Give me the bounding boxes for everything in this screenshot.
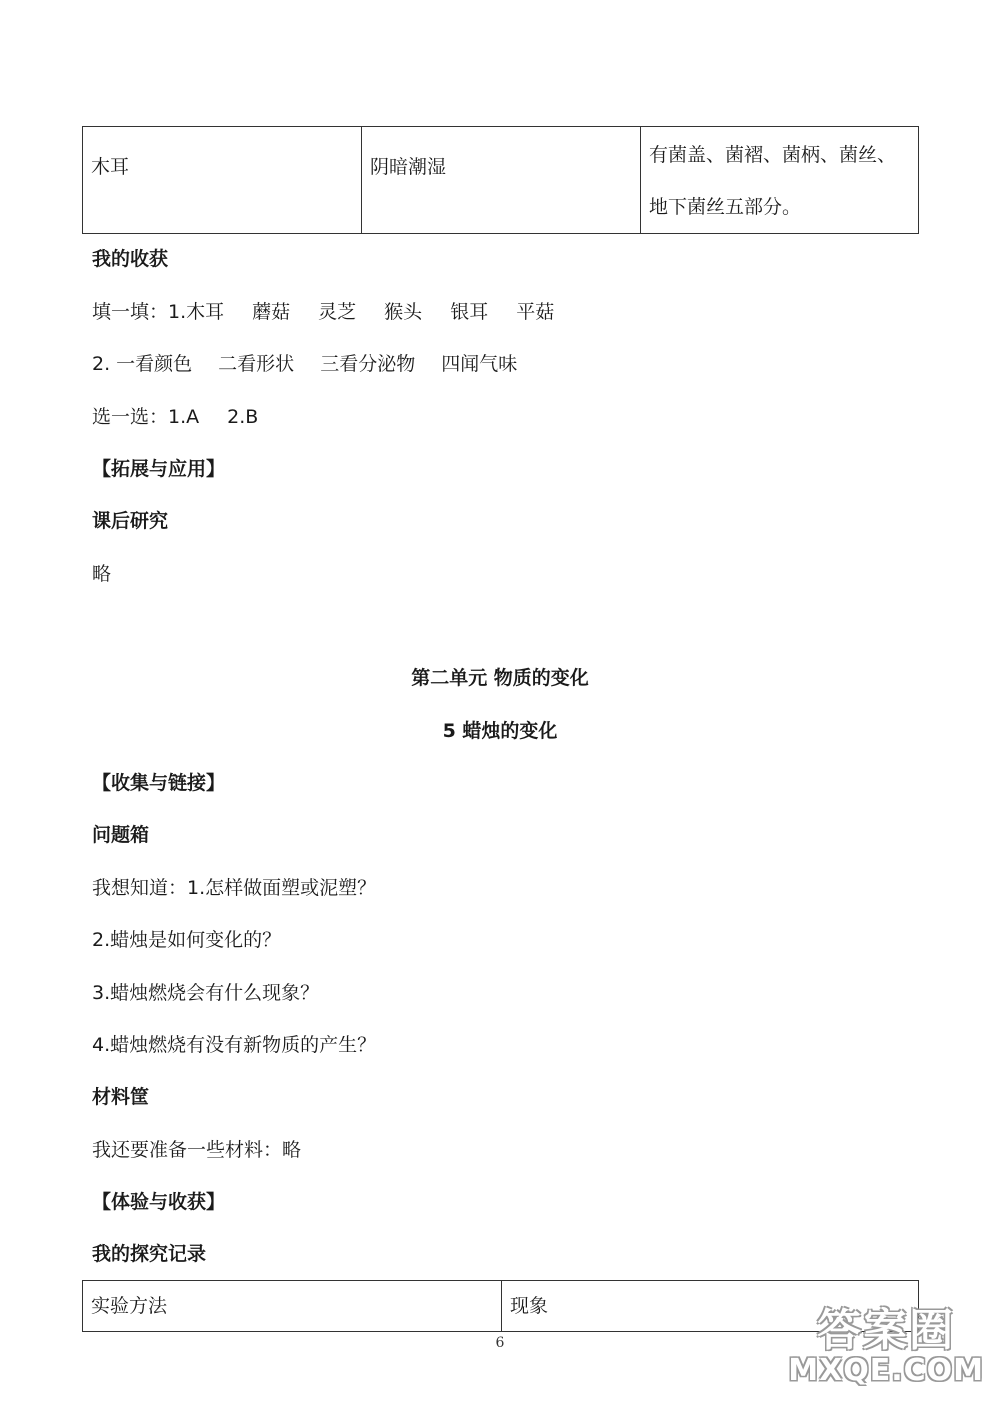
cell-line: 有菌盖、菌褶、菌柄、菌丝、: [649, 144, 897, 166]
organism-table: [82, 126, 919, 234]
section-heading: 我的收获: [92, 248, 169, 270]
watermark-bottom: MXQE.COM: [788, 1353, 984, 1388]
subsection-heading: 我的探究记录: [92, 1243, 207, 1265]
answer-item: 灵芝: [318, 301, 357, 323]
answer-item: 二看形状: [218, 353, 295, 375]
answer-label: 填一填：1.木耳: [92, 301, 225, 323]
cell-text: 现象: [510, 1295, 549, 1317]
answer-item: 银耳: [450, 301, 489, 323]
question: 3.蜡烛燃烧会有什么现象？: [92, 982, 320, 1004]
cell-text: [641, 127, 918, 233]
question: 我想知道：1.怎样做面塑或泥塑？: [92, 877, 377, 899]
section-heading: 【体验与收获】: [92, 1191, 226, 1213]
fill-in-answers-2: [92, 351, 517, 377]
fill-in-answers: [92, 299, 554, 325]
subsection-heading: 问题箱: [92, 824, 150, 846]
cell-line: 地下菌丝五部分。: [649, 196, 802, 218]
unit-title: 第二单元 物质的变化: [411, 667, 589, 689]
question: 4.蜡烛燃烧有没有新物质的产生？: [92, 1034, 377, 1056]
table-header-cell: [83, 1281, 502, 1332]
cell-text: 实验方法: [91, 1295, 168, 1317]
answer-item: 猴头: [384, 301, 423, 323]
table-cell: [641, 127, 919, 234]
section-heading: 【拓展与应用】: [92, 458, 226, 480]
subsection-heading: 课后研究: [92, 510, 169, 532]
choice-answers: [92, 404, 258, 430]
answer-item: 2.B: [227, 406, 259, 428]
lesson-title: 5 蜡烛的变化: [442, 720, 558, 742]
section-heading: 【收集与链接】: [92, 772, 226, 794]
answer-item: 三看分泌物: [320, 353, 416, 375]
subsection-heading: 材料筐: [92, 1086, 150, 1108]
cell-text: 木耳: [91, 156, 130, 178]
paragraph: 略: [92, 563, 112, 585]
table-cell: [83, 127, 362, 234]
watermark-top: 答案圈: [817, 1305, 956, 1356]
watermark-logo: [788, 1305, 984, 1388]
answer-label: 2. 一看颜色: [92, 353, 193, 375]
answer-label: 选一选：1.A: [92, 406, 200, 428]
answer-item: 蘑菇: [252, 301, 291, 323]
table-row: [83, 127, 919, 234]
answer-item: 四闻气味: [441, 353, 518, 375]
paragraph: 我还要准备一些材料：略: [92, 1139, 302, 1161]
answer-item: 平菇: [516, 301, 555, 323]
question: 2.蜡烛是如何变化的？: [92, 929, 282, 951]
cell-text: 阴暗潮湿: [370, 156, 447, 178]
page-number: 6: [495, 1335, 505, 1351]
table-cell: [362, 127, 641, 234]
